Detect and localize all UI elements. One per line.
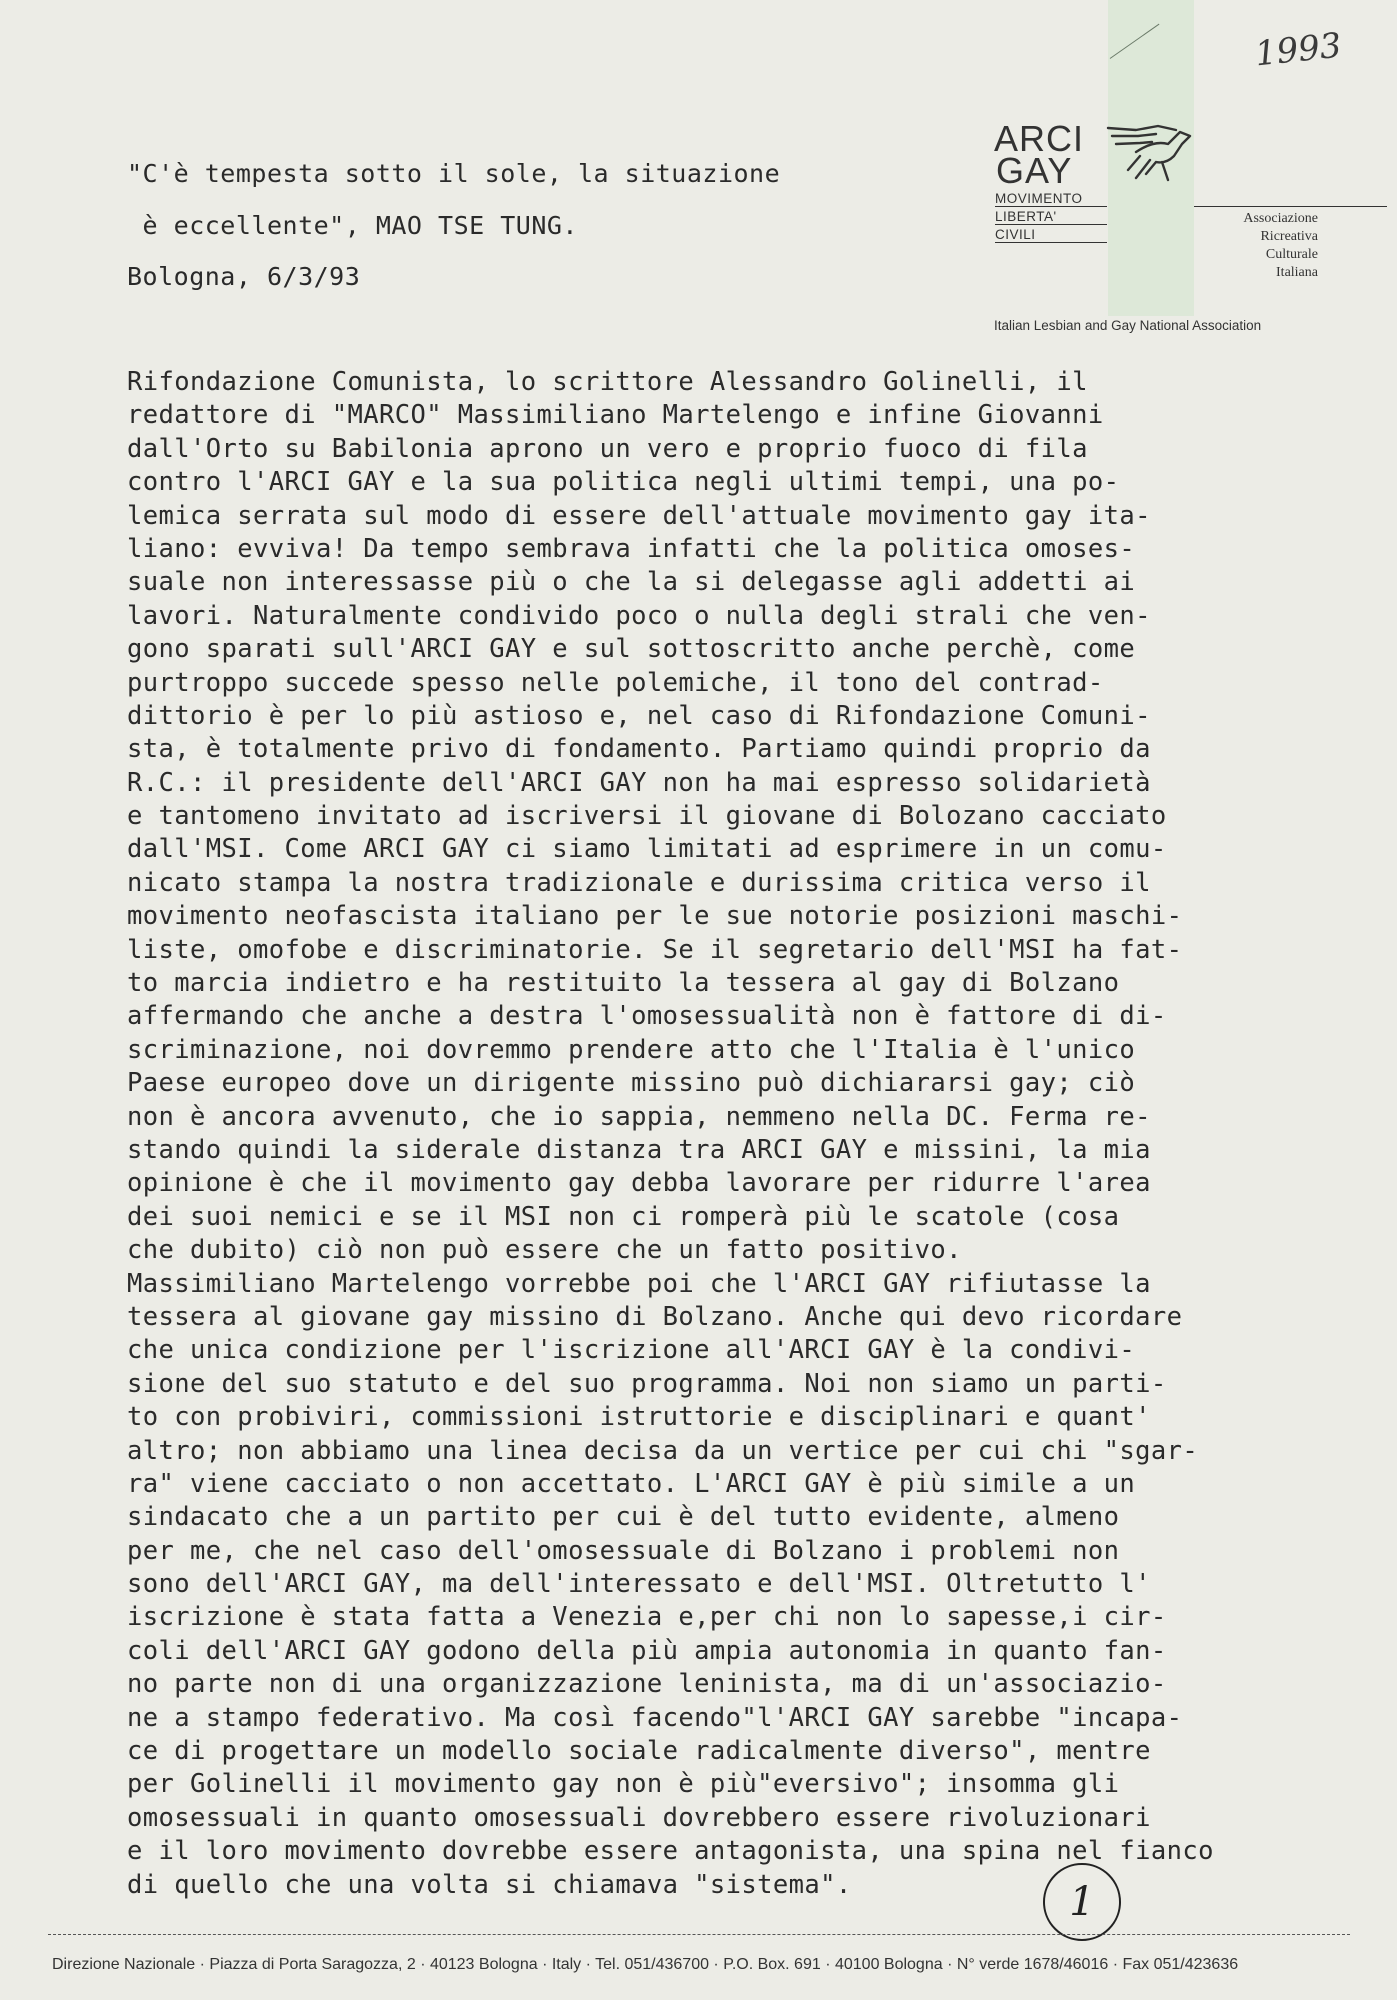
body-line: dall'Orto su Babilonia aprono un vero e proprio fuoco di fila [127,433,1088,464]
quote-line-2: è eccellente", MAO TSE TUNG. [127,211,578,240]
page-number-circle [1043,1863,1121,1941]
body-line: iscrizione è stata fatta a Venezia e,per chi non lo sapesse,i cir- [127,1602,1167,1633]
body-line: e il loro movimento dovrebbe essere antagonista, una spina nel fianco [127,1836,1214,1867]
body-line: di quello che una volta si chiamava "sistema". [127,1869,852,1900]
body-line: coli dell'ARCI GAY godono della più ampia autonomia in quanto fan- [127,1635,1167,1666]
body-line: lemica serrata sul modo di essere dell'attuale movimento gay ita- [127,500,1151,531]
body-line: che dubito) ciò non può essere che un fatto positivo. [127,1235,962,1266]
body-line: purtroppo succede spesso nelle polemiche, il tono del contrad- [127,667,1104,698]
body-line: scriminazione, noi dovremmo prendere atto che l'Italia è l'unico [127,1034,1136,1065]
body-line: sono dell'ARCI GAY, ma dell'interessato e dell'MSI. Oltretutto l' [127,1569,1151,1600]
body-line: dittorio è per lo più astioso e, nel caso di Rifondazione Comuni- [127,700,1151,731]
body-line: suale non interessasse più o che la si delegasse agli addetti ai [127,567,1136,598]
association-tagline: Italian Lesbian and Gay National Association [994,318,1262,333]
body-line: redattore di "MARCO" Massimiliano Martelengo e infine Giovanni [127,400,1104,431]
association-line: Ricreativa [1260,229,1318,244]
association-block [1243,210,1318,282]
body-line: ra" viene cacciato o non accettato. L'ARCI GAY è più simile a un [127,1468,1136,1499]
body-line: R.C.: il presidente dell'ARCI GAY non ha mai espresso solidarietà [127,767,1151,798]
association-line: Associazione [1243,211,1318,226]
quote-line-1: "C'è tempesta sotto il sole, la situazione [127,159,781,188]
logo-sub-line-1: MOVIMENTO [995,192,1107,207]
body-line: sta, è totalmente privo di fondamento. Partiamo quindi proprio da [127,734,1151,765]
body-line: lavori. Naturalmente condivido poco o nulla degli strali che ven- [127,600,1151,631]
page-number: 1 [1069,1879,1095,1925]
body-line: opinione è che il movimento gay debba lavorare per ridurre l'area [127,1168,1151,1199]
body-line: sindacato che a un partito per cui è del tutto evidente, almeno [127,1502,1120,1533]
body-line: to con probiviri, commissioni istruttorie e disciplinari e quant' [127,1402,1151,1433]
body-line: e tantomeno invitato ad iscriversi il giovane di Bolozano cacciato [127,801,1167,832]
winged-horse-icon [1106,122,1192,184]
body-line: non è ancora avvenuto, che io sappia, nemmeno nella DC. Ferma re- [127,1101,1151,1132]
body-line: liano: evviva! Da tempo sembrava infatti che la politica omoses- [127,533,1136,564]
body-line: nicato stampa la nostra tradizionale e durissima critica verso il [127,867,1151,898]
body-line: ne a stampo federativo. Ma così facendo"l'ARCI GAY sarebbe "incapa- [127,1702,1183,1733]
body-line: Massimiliano Martelengo vorrebbe poi che l'ARCI GAY rifiutasse la [127,1268,1151,1299]
body-line: gono sparati sull'ARCI GAY e sul sottoscritto anche perchè, come [127,634,1136,665]
epigraph-quote [127,148,780,252]
handwritten-year: 1993 [1253,25,1344,75]
body-line: Rifondazione Comunista, lo scrittore Alessandro Golinelli, il [127,367,1088,397]
logo-arci: ARCI [994,118,1085,159]
body-line: che unica condizione per l'iscrizione all'ARCI GAY è la condivi- [127,1335,1136,1366]
association-line: Culturale [1265,247,1318,262]
body-line: Paese europeo dove un dirigente missino può dichiararsi gay; ciò [127,1068,1136,1099]
body-line: liste, omofobe e discriminatorie. Se il segretario dell'MSI ha fat- [127,934,1183,965]
body-line: affermando che anche a destra l'omosessualità non è fattore di di- [127,1001,1167,1032]
body-line: per Golinelli il movimento gay non è più"eversivo"; insomma gli [127,1769,1120,1800]
body-line: to marcia indietro e ha restituito la tessera al gay di Bolzano [127,968,1120,999]
body-line: sione del suo statuto e del suo programma. Noi non siamo un parti- [127,1368,1167,1399]
body-line: omosessuali in quanto omosessuali dovrebbero essere rivoluzionari [127,1802,1151,1833]
body-line: movimento neofascista italiano per le sue notorie posizioni maschi- [127,901,1183,932]
logo-sub-line-2: LIBERTA' [995,210,1107,225]
body-line: stando quindi la siderale distanza tra ARCI GAY e missini, la mia [127,1134,1151,1165]
body-line: tessera al giovane gay missino di Bolzano. Anche qui devo ricordare [127,1301,1183,1332]
body-line: dei suoi nemici e se il MSI non ci romperà più le scatole (cosa [127,1201,1120,1232]
logo-gay: GAY [996,150,1073,191]
body-line: dall'MSI. Come ARCI GAY ci siamo limitati ad esprimere in un comu- [127,834,1167,865]
association-line: Italiana [1276,265,1318,280]
body-line: altro; non abbiamo una linea decisa da un vertice per cui chi "sgar- [127,1435,1199,1466]
body-line: ce di progettare un modello sociale radicalmente diverso", mentre [127,1736,1151,1767]
letter-date: Bologna, 6/3/93 [127,262,361,291]
association-rule [1194,206,1387,207]
body-line: per me, che nel caso dell'omosessuale di Bolzano i problemi non [127,1535,1120,1566]
footer-rule [48,1934,1350,1935]
letter-body [127,366,1277,1902]
footer-address: Direzione Nazionale · Piazza di Porta Saragozza, 2 · 40123 Bologna · Italy · Tel. 051/436700 · P.O. Box. 691 · 40100 Bologna · N° verde 1678/46016 · Fax 051/423636 [52,1956,1239,1973]
body-line: contro l'ARCI GAY e la sua politica negli ultimi tempi, una po- [127,467,1120,498]
logo-sub-line-3: CIVILI [995,228,1107,243]
body-line: no parte non di una organizzazione leninista, ma di un'associazio- [127,1669,1167,1700]
